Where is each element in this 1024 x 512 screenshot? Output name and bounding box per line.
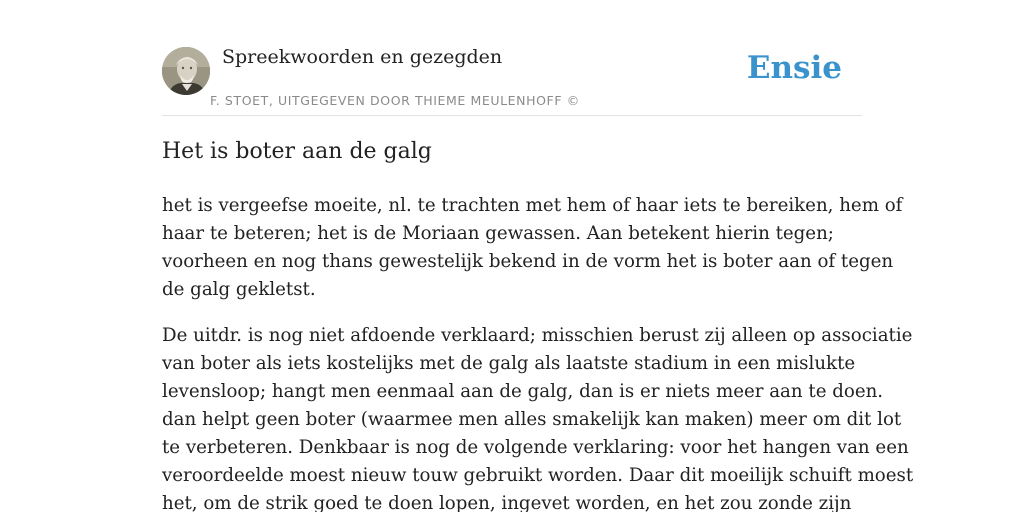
avatar[interactable]	[162, 47, 210, 95]
entry-title: Het is boter aan de galg	[162, 139, 432, 164]
text-line: te verbeteren. Denkbaar is nog de volgende verklaring: voor het hangen van een	[162, 437, 909, 458]
text-line: dan helpt geen boter (waarmee men alles smakelijk kan maken) meer om dit lot	[162, 409, 902, 430]
text-line: het is vergeefse moeite, nl. te trachten met hem of haar iets te bereiken, hem of	[162, 195, 903, 216]
text-line: van boter als iets kostelijks met de galg als laatste stadium in een mislukte	[162, 353, 856, 374]
brand-logo[interactable]: Ensie	[746, 50, 842, 86]
source-header	[162, 0, 862, 116]
portrait-image	[162, 47, 210, 95]
text-line: De uitdr. is nog niet afdoende verklaard; misschien berust zij alleen op associatie	[162, 325, 913, 346]
text-line: haar te beteren; het is de Moriaan gewassen. Aan betekent hierin tegen;	[162, 223, 834, 244]
definition-paragraph	[162, 192, 903, 304]
source-attribution: F. STOET, UITGEGEVEN DOOR THIEME MEULENHOFF ©	[210, 93, 580, 108]
text-line: de galg gekletst.	[162, 279, 316, 300]
text-line: het, om de strik goed te doen lopen, ingevet worden, en het zou zonde zijn	[162, 493, 852, 512]
text-line: voorheen en nog thans gewestelijk bekend in de vorm het is boter aan of tegen	[162, 251, 894, 272]
explanation-paragraph	[162, 322, 914, 512]
entry-body	[162, 192, 914, 512]
text-line: levensloop; hangt men eenmaal aan de galg, dan is er niets meer aan te doen.	[162, 381, 884, 402]
source-title-link[interactable]: Spreekwoorden en gezegden	[222, 46, 503, 68]
text-line: veroordeelde moest nieuw touw gebruikt worden. Daar dit moeilijk schuift moest	[162, 465, 914, 486]
